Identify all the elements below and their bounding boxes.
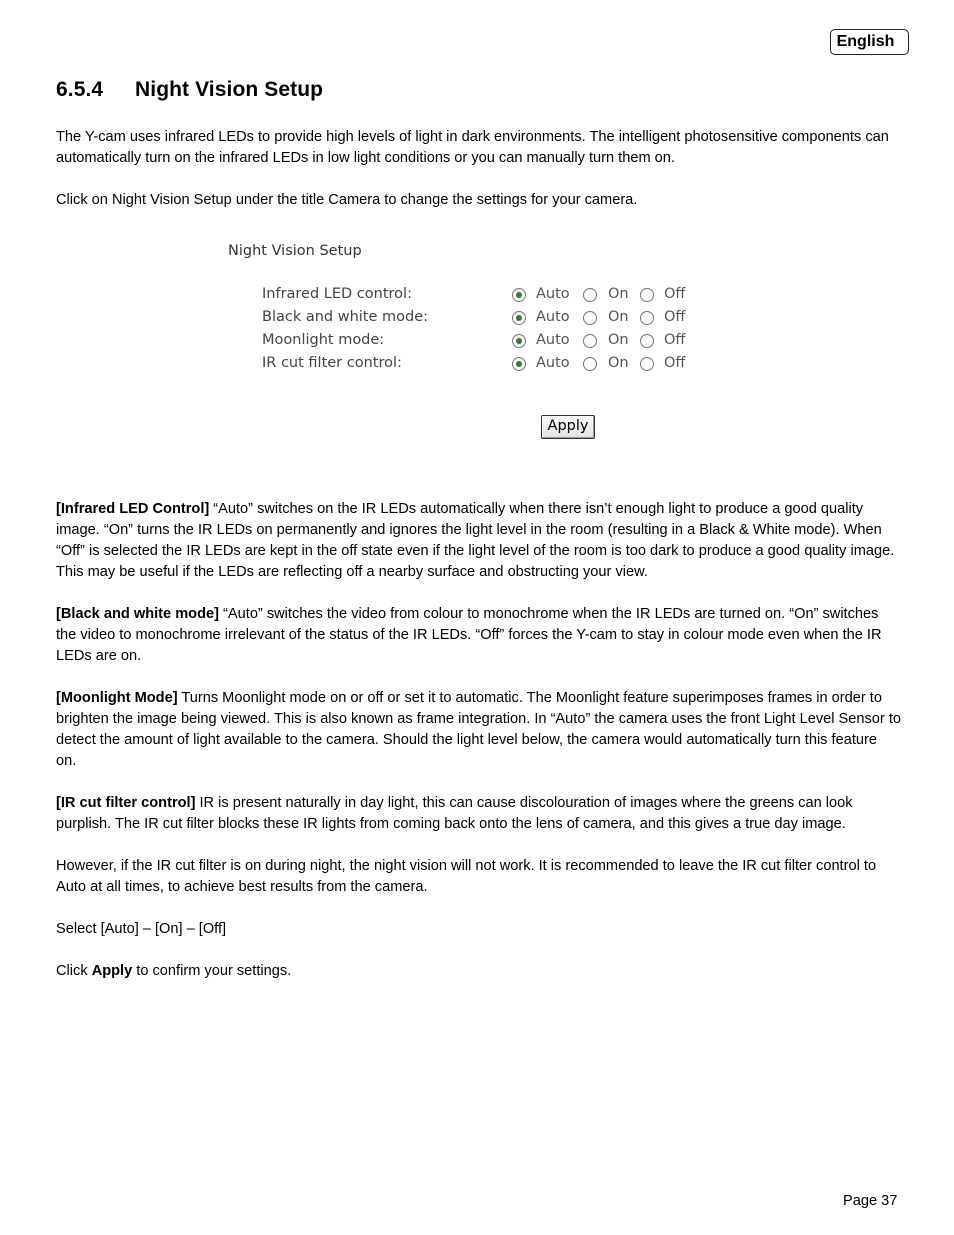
setting-label: Infrared LED control: bbox=[262, 286, 412, 302]
section-heading bbox=[56, 78, 323, 102]
description-bw bbox=[56, 604, 901, 667]
description-ircut bbox=[56, 793, 901, 835]
description-moonlight bbox=[56, 688, 901, 772]
page-number: Page 37 bbox=[843, 1193, 898, 1209]
radio-on[interactable] bbox=[583, 357, 597, 371]
option-label-auto: Auto bbox=[536, 286, 570, 302]
option-label-off: Off bbox=[664, 332, 686, 348]
setting-row-ircut bbox=[262, 355, 702, 377]
option-label-on: On bbox=[608, 309, 629, 325]
setting-row-moonlight bbox=[262, 332, 702, 354]
term-bw: [Black and white mode] bbox=[56, 606, 219, 622]
radio-on[interactable] bbox=[583, 334, 597, 348]
section-title: Night Vision Setup bbox=[135, 78, 324, 101]
setting-label: IR cut filter control: bbox=[262, 355, 402, 371]
click-bold: Apply bbox=[91, 963, 133, 979]
section-number: 6.5.4 bbox=[56, 78, 104, 101]
night-vision-panel bbox=[228, 243, 698, 443]
radio-auto[interactable] bbox=[512, 334, 526, 348]
descriptions bbox=[56, 499, 901, 982]
language-badge: English bbox=[830, 29, 909, 55]
option-label-on: On bbox=[608, 286, 629, 302]
setting-row-infrared bbox=[262, 286, 702, 308]
option-label-off: Off bbox=[664, 286, 686, 302]
option-label-off: Off bbox=[664, 355, 686, 371]
intro-paragraph: The Y-cam uses infrared LEDs to provide high levels of light in dark environments. The intelligent photosensitive components can automatically turn on the infrared LEDs in low light conditions or you can manually turn them on. bbox=[56, 129, 889, 166]
radio-auto[interactable] bbox=[512, 311, 526, 325]
text-infrared: “Auto” switches on the IR LEDs automatically when there isn’t enough light to produce a good quality image. “On” turns the IR LEDs on permanently and ignores the light level in the room (resulting in a Black & White mode). When “Off” is selected the IR LEDs are kept in the off state even if the light level of the room is too dark to produce a good quality image. This may be useful if the LEDs are reflecting off a nearby surface and obstructing your view. bbox=[56, 501, 895, 580]
intro-instruction: Click on Night Vision Setup under the title Camera to change the settings for your camera. bbox=[56, 192, 638, 208]
radio-off[interactable] bbox=[640, 357, 654, 371]
note-select: Select [Auto] – [On] – [Off] bbox=[56, 921, 227, 937]
option-label-off: Off bbox=[664, 309, 686, 325]
radio-off[interactable] bbox=[640, 288, 654, 302]
text-moonlight: Turns Moonlight mode on or off or set it to automatic. The Moonlight feature superimposes frames in order to brighten the image being viewed. This is also known as frame integration. In “Auto” the camera uses the front Light Level Sensor to detect the amount of light available to the camera. Should the light level below, the camera would automatically turn this feature on. bbox=[56, 690, 902, 769]
note-click bbox=[56, 961, 901, 982]
intro-text bbox=[56, 127, 901, 211]
apply-button[interactable]: Apply bbox=[541, 415, 595, 439]
option-label-auto: Auto bbox=[536, 309, 570, 325]
setting-label: Black and white mode: bbox=[262, 309, 429, 325]
radio-auto[interactable] bbox=[512, 288, 526, 302]
click-suffix: to confirm your settings. bbox=[132, 963, 292, 979]
option-label-auto: Auto bbox=[536, 355, 570, 371]
text-bw: “Auto” switches the video from colour to monochrome when the IR LEDs are turned on. “On” switches the video to monochrome irrelevant of the status of the IR LEDs. “Off” forces the Y-cam to stay in colour mode even when the IR LEDs are on. bbox=[56, 606, 882, 664]
radio-auto[interactable] bbox=[512, 357, 526, 371]
radio-on[interactable] bbox=[583, 311, 597, 325]
setting-label: Moonlight mode: bbox=[262, 332, 385, 348]
panel-title: Night Vision Setup bbox=[228, 243, 362, 259]
setting-row-bw bbox=[262, 309, 702, 331]
note-however: However, if the IR cut filter is on during night, the night vision will not work. It is recommended to leave the IR cut filter control to Auto at all times, to achieve best results from the camera. bbox=[56, 858, 877, 895]
term-ircut: [IR cut filter control] bbox=[56, 795, 196, 811]
click-prefix: Click bbox=[56, 963, 92, 979]
term-moonlight: [Moonlight Mode] bbox=[56, 690, 178, 706]
text-ircut: IR is present naturally in day light, this can cause discolouration of images where the greens can look purplish. The IR cut filter blocks these IR lights from coming back onto the lens of camera, and this gives a true day image. bbox=[56, 795, 853, 832]
option-label-on: On bbox=[608, 355, 629, 371]
radio-off[interactable] bbox=[640, 311, 654, 325]
option-label-on: On bbox=[608, 332, 629, 348]
radio-on[interactable] bbox=[583, 288, 597, 302]
radio-off[interactable] bbox=[640, 334, 654, 348]
term-infrared: [Infrared LED Control] bbox=[56, 501, 210, 517]
option-label-auto: Auto bbox=[536, 332, 570, 348]
description-infrared bbox=[56, 499, 901, 583]
